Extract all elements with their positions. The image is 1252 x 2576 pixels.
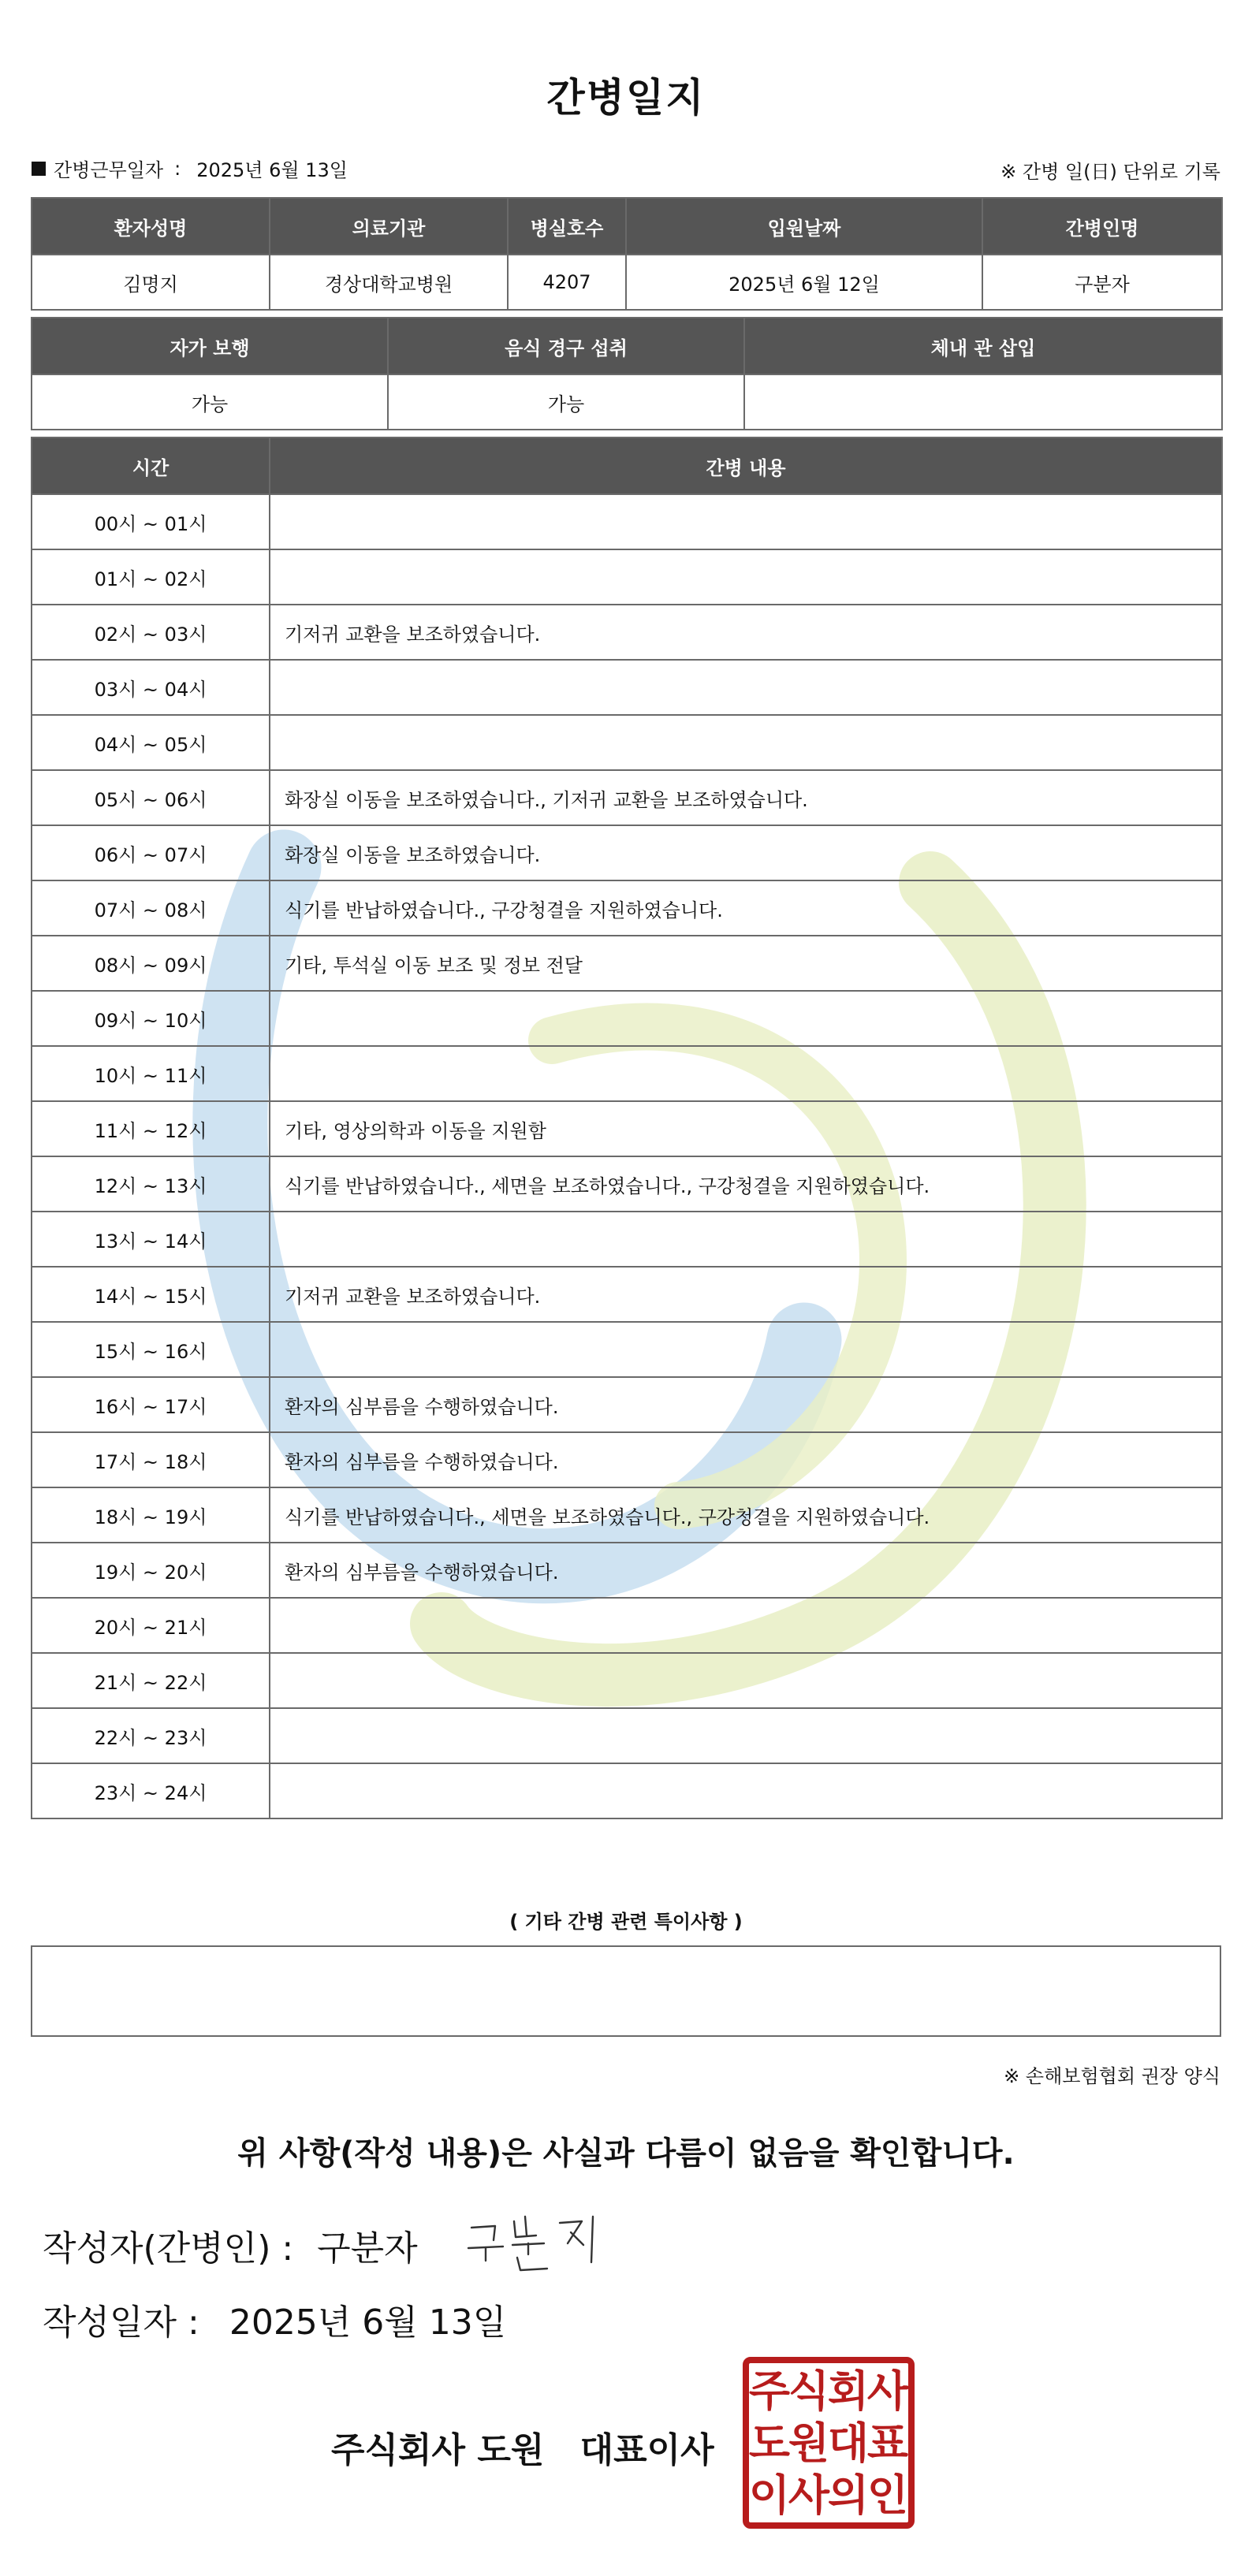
written-date-value: 2025년 6월 13일 (229, 2302, 507, 2343)
table-row (32, 1543, 1222, 1598)
table-row (32, 1046, 1222, 1101)
work-date-label: 간병근무일자 (54, 159, 164, 181)
care-content (270, 1708, 1222, 1763)
table-row (32, 1763, 1222, 1818)
care-content (270, 991, 1222, 1046)
seal-character: 사 (788, 2470, 830, 2520)
time-slot: 03시 ~ 04시 (32, 660, 270, 715)
time-slot: 08시 ~ 09시 (32, 936, 270, 991)
header-caregiver-name: 간병인명 (982, 198, 1222, 255)
table-row (32, 1487, 1222, 1543)
time-slot: 07시 ~ 08시 (32, 880, 270, 936)
table-row (32, 494, 1222, 549)
seal-character: 인 (866, 2470, 909, 2520)
care-content: 기저귀 교환을 보조하였습니다. (270, 605, 1222, 660)
seal-character: 주 (748, 2366, 791, 2416)
time-slot: 15시 ~ 16시 (32, 1322, 270, 1377)
time-slot: 14시 ~ 15시 (32, 1267, 270, 1322)
header-oral-intake: 음식 경구 섭취 (388, 318, 744, 374)
seal-character: 원 (788, 2418, 830, 2468)
form-note: ※ 손해보험협회 권장 양식 (1004, 2065, 1220, 2087)
admission-date: 2025년 6월 12일 (626, 255, 982, 310)
header-self-walking: 자가 보행 (32, 318, 388, 374)
unit-note: ※ 간병 일(日) 단위로 기록 (1000, 161, 1220, 183)
table-row (32, 1377, 1222, 1432)
table-row (32, 880, 1222, 936)
time-slot: 18시 ~ 19시 (32, 1487, 270, 1543)
table-row (32, 1156, 1222, 1212)
header-care-content: 간병 내용 (270, 437, 1222, 494)
header-hospital: 의료기관 (270, 198, 508, 255)
work-date-value: 2025년 6월 13일 (196, 159, 348, 181)
care-content: 식기를 반납하였습니다., 세면을 보조하였습니다., 구강청결을 지원하였습니다. (270, 1487, 1222, 1543)
writer-line (43, 2220, 418, 2270)
time-slot: 11시 ~ 12시 (32, 1101, 270, 1156)
seal-character: 대 (827, 2418, 870, 2468)
care-content (270, 660, 1222, 715)
table-row (32, 936, 1222, 991)
seal-character: 사 (866, 2366, 909, 2416)
care-content (270, 1763, 1222, 1818)
care-content: 환자의 심부름을 수행하였습니다. (270, 1377, 1222, 1432)
company-rep-title: 대표이사 (579, 2430, 714, 2470)
seal-character: 의 (827, 2470, 870, 2520)
table-row (32, 825, 1222, 880)
care-content: 화장실 이동을 보조하였습니다. (270, 825, 1222, 880)
time-slot: 17시 ~ 18시 (32, 1432, 270, 1487)
care-content: 기저귀 교환을 보조하였습니다. (270, 1267, 1222, 1322)
patient-name: 김명지 (32, 255, 270, 310)
table-row (32, 770, 1222, 825)
confirmation-statement: 위 사항(작성 내용)은 사실과 다름이 없음을 확인합니다. (237, 2135, 1015, 2172)
header-tube-insertion: 체내 관 삽입 (744, 318, 1222, 374)
hospital-name: 경상대학교병원 (270, 255, 508, 310)
table-row (32, 1101, 1222, 1156)
time-slot: 06시 ~ 07시 (32, 825, 270, 880)
room-number: 4207 (508, 255, 626, 310)
time-slot: 04시 ~ 05시 (32, 715, 270, 770)
seal-character: 식 (788, 2366, 830, 2416)
care-content: 식기를 반납하였습니다., 구강청결을 지원하였습니다. (270, 880, 1222, 936)
table-row (32, 1322, 1222, 1377)
table-row (32, 605, 1222, 660)
writer-name: 구분자 (317, 2228, 418, 2269)
table-row (32, 991, 1222, 1046)
care-content: 환자의 심부름을 수행하였습니다. (270, 1543, 1222, 1598)
care-content (270, 1598, 1222, 1653)
time-slot: 10시 ~ 11시 (32, 1046, 270, 1101)
time-slot: 20시 ~ 21시 (32, 1598, 270, 1653)
time-slot: 22시 ~ 23시 (32, 1708, 270, 1763)
handwritten-signature (465, 2213, 607, 2276)
table-row (32, 1653, 1222, 1708)
table-row (32, 1212, 1222, 1267)
written-date-label: 작성일자 : (43, 2302, 199, 2343)
company-seal-stamp (741, 2355, 916, 2530)
time-slot: 23시 ~ 24시 (32, 1763, 270, 1818)
header-room: 병실호수 (508, 198, 626, 255)
oral-intake-value: 가능 (388, 374, 744, 430)
seal-character: 이 (748, 2470, 791, 2520)
tube-insertion-value (744, 374, 1222, 430)
care-content: 식기를 반납하였습니다., 세면을 보조하였습니다., 구강청결을 지원하였습니다. (270, 1156, 1222, 1212)
square-bullet-icon (32, 162, 46, 176)
work-date-colon: : (174, 157, 181, 180)
table-row (32, 715, 1222, 770)
care-content: 환자의 심부름을 수행하였습니다. (270, 1432, 1222, 1487)
special-notes-title: ( 기타 간병 관련 특이사항 ) (509, 1911, 743, 1933)
care-content (270, 1046, 1222, 1101)
page-title: 간병일지 (546, 75, 706, 121)
table-row (32, 1708, 1222, 1763)
care-content: 화장실 이동을 보조하였습니다., 기저귀 교환을 보조하였습니다. (270, 770, 1222, 825)
special-notes-box (31, 1945, 1221, 2037)
time-slot: 01시 ~ 02시 (32, 549, 270, 605)
company-name: 주식회사 도원 (331, 2430, 545, 2470)
care-content (270, 715, 1222, 770)
time-slot: 12시 ~ 13시 (32, 1156, 270, 1212)
time-slot: 02시 ~ 03시 (32, 605, 270, 660)
self-walking-value: 가능 (32, 374, 388, 430)
table-row (32, 549, 1222, 605)
care-content (270, 494, 1222, 549)
care-content: 기타, 영상의학과 이동을 지원함 (270, 1101, 1222, 1156)
written-date-line (43, 2294, 506, 2344)
time-slot: 05시 ~ 06시 (32, 770, 270, 825)
patient-status-table (31, 317, 1223, 430)
header-time: 시간 (32, 437, 270, 494)
table-row (32, 1598, 1222, 1653)
writer-label: 작성자(간병인) : (43, 2228, 294, 2269)
company-line (331, 2422, 714, 2472)
time-slot: 16시 ~ 17시 (32, 1377, 270, 1432)
care-content (270, 1322, 1222, 1377)
care-content: 기타, 투석실 이동 보조 및 정보 전달 (270, 936, 1222, 991)
care-content (270, 1653, 1222, 1708)
table-row (32, 660, 1222, 715)
time-slot: 13시 ~ 14시 (32, 1212, 270, 1267)
table-row (32, 1267, 1222, 1322)
time-slot: 21시 ~ 22시 (32, 1653, 270, 1708)
header-patient-name: 환자성명 (32, 198, 270, 255)
care-content (270, 1212, 1222, 1267)
seal-character: 표 (866, 2418, 909, 2468)
header-admission-date: 입원날짜 (626, 198, 982, 255)
work-date (32, 154, 348, 182)
care-content (270, 549, 1222, 605)
time-slot: 09시 ~ 10시 (32, 991, 270, 1046)
seal-character: 회 (827, 2366, 870, 2416)
seal-character: 도 (748, 2418, 791, 2468)
care-log-table (31, 437, 1223, 1819)
time-slot: 00시 ~ 01시 (32, 494, 270, 549)
table-row (32, 1432, 1222, 1487)
patient-info-table (31, 197, 1223, 311)
caregiver-name: 구분자 (982, 255, 1222, 310)
time-slot: 19시 ~ 20시 (32, 1543, 270, 1598)
